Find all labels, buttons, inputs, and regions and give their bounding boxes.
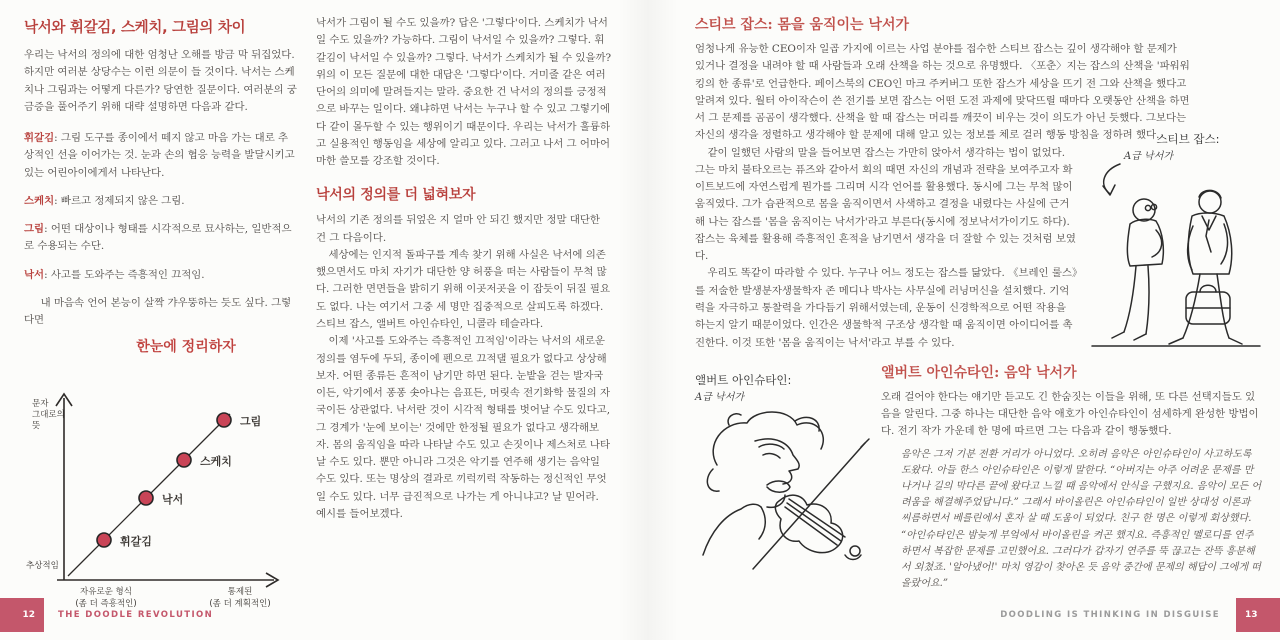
definition-sketch [24, 193, 298, 210]
body-paragraph: 같이 일했던 사람의 말을 들어보면 잡스는 가만히 앉아서 생각하는 법이 없었다. 그는 마치 불타오르는 퓨즈와 같아서 회의 때면 자신의 개념과 전략을 보여주고자 화이트보드에 자연스럽게 뭔가를 그리며 시각 언어를 활용했다. 동시에 그는 무척 많이 움직였다. 그가 습관적으로 몸을 움직이면서 사색하고 결정을 내렸다는 사실에 근거해 나는 잡스를 '몸을 움직이는 낙서가'라고 부른다(동시에 정보낙서가이기도 하다). 잡스는 육체를 활용해 즉흥적인 흔적을 남기면서 생각을 더 잘할 수 있는 것처럼 보였다. [695, 146, 1076, 263]
illustration-caption: 스티브 잡스: [1156, 131, 1220, 146]
jobs-glasses [1145, 205, 1150, 210]
running-head-left: THE DOODLE REVOLUTION [58, 610, 214, 620]
body-paragraph: 오래 걸어야 한다는 얘기만 듣고도 긴 한숨짓는 이들을 위해, 또 다른 선택지들도 있음을 알린다. 그중 하나는 대단한 음악 애호가 아인슈타인이 섬세하게 완성한 방법이다. 전기 작가 가운데 한 명에 따르면 그는 다음과 같이 행동했다. [881, 390, 1259, 438]
chart-point-label: 스케치 [200, 455, 232, 468]
page-number-badge: 13 [1236, 598, 1280, 632]
section-heading-jobs: 스티브 잡스: 몸을 움직이는 낙서가 [695, 17, 909, 33]
definition-term: 휘갈김 [24, 132, 55, 145]
einstein-mustache [767, 481, 790, 492]
chart-point-scribble [97, 533, 111, 547]
jobs-turtleneck [1127, 219, 1163, 266]
einstein-section [695, 362, 1262, 592]
quote-block: 음악은 그저 기분 전환 거리가 아니었다. 오히려 음악은 아인슈타인이 사고하도록 도왔다. 아들 한스 아인슈타인은 이렇게 말한다. “아버지는 아주 어려운 문제를 만나거나 길의 막다른 끝에 왔다고 느낄 때 음악에서 안식을 구했지요. 음악이 모든 어려움을 해결해주었답니다.” 그래서 바이올린은 아인슈타인이 일반 상대성 이론과 씨름하면서 베를린에서 혼자 살 때 도움이 되었다. 친구 한 명은 이렇게 회상했다. “아인슈타인은 밤늦게 부엌에서 바이올린을 켜곤 했지요. 즉흥적인 멜로디를 연주하면서 복잡한 문제를 고민했어요. 그러다가 갑자기 연주를 뚝 끊고는 잔뜩 흥분해서 외쳤죠. '알아냈어!' 마치 영감이 찾아온 듯 음악 중간에 문제의 해답이 그에게 떠올랐어요.” [901, 448, 1262, 590]
einstein-illustration [695, 362, 877, 592]
companion-feet [1169, 338, 1242, 344]
left-page-column-1 [24, 16, 298, 329]
page-number-badge: 12 [0, 598, 44, 632]
section-heading-einstein: 앨버트 아인슈타인: 음악 낙서가 [881, 364, 1077, 381]
body-paragraph: 엄청나게 유능한 CEO이자 일곱 가지에 이르는 사업 분야를 접수한 스티브 잡스는 깊이 생각해야 할 문제가 있거나 결정을 내려야 할 때 사람들과 오래 산책을 하는 것으로 유명했다. 〈포춘〉지는 잡스의 산책을 '파워워킹의 한 종류'로 언급한다. 페이스북의 CEO인 마크 주커버그 또한 잡스가 세상을 뜨기 전 그와 산책을 했다고 알려져 있다. 월터 아이작슨이 쓴 전기를 보면 잡스는 어떤 도전 과제에 맞닥뜨릴 때마다 오랫동안 산책을 하면서 그 문제를 곰곰이 생각했다. 산책을 할 때 잡스는 머리를 깨끗이 비우는 것이 의도가 아닌 듯했다. 그보다는 자신의 생각을 정렬하고 생각해야 할 문제에 대해 알고 있는 정보를 체로 걸러 행동 방침을 정하려 했다. [695, 43, 1190, 142]
chart-point-sketch [177, 453, 191, 467]
jobs-walking-illustration [1090, 131, 1262, 348]
y-axis-top-label: 그대로의 [32, 410, 65, 420]
einstein-collar [759, 507, 765, 539]
companion-legs [1183, 274, 1229, 338]
section-heading-widen-definition: 낙서의 정의를 더 넓혀보자 [316, 187, 476, 204]
chart-point-label: 휘갈김 [120, 535, 152, 548]
body-paragraph: 세상에는 인지적 돌파구를 계속 찾기 위해 사실은 낙서에 의존했으면서도 마치 자기가 대단한 양 허풍을 떠는 사람들이 무척 많다. 그러한 면면들을 밝히기 위해 이곳저곳을 이 잡듯이 뒤질 필요도 없다. 나는 여기서 그중 세 명만 집중적으로 살피도록 하겠다. 스티브 잡스, 앨버트 아인슈타인, 니콜라 테슬라다. [316, 248, 610, 330]
definition-desc: : 어떤 대상이나 형태를 시각적으로 묘사하는, 일반적으로 수용되는 수단. [24, 223, 292, 253]
einstein-jacket [703, 504, 761, 555]
einstein-text-column [877, 362, 1262, 592]
companion-jacket [1188, 213, 1231, 274]
definition-drawing [24, 221, 298, 256]
illustration-subcaption: A급 낙서가 [695, 391, 745, 403]
chart-title: 한눈에 정리하자 [136, 339, 236, 355]
definition-term: 스케치 [24, 194, 55, 207]
closing-line: 내 마음속 언어 본능이 살짝 갸우뚱하는 듯도 싶다. 그렇다면 [24, 296, 292, 327]
einstein-closed-eye [763, 453, 780, 457]
companion-arm-right [1221, 224, 1228, 264]
definition-doodle [24, 267, 298, 284]
x-axis-right-label: 통제된 [227, 587, 253, 597]
right-page [695, 14, 1262, 592]
einstein-violin-sketch [695, 403, 877, 571]
briefcase-handle [1200, 285, 1216, 292]
body-paragraph: 우리도 똑같이 따라할 수 있다. 누구나 어느 정도는 잡스를 닮았다. 《브레인 룰스》를 저술한 발생분자생물학자 존 메디나 박사는 사무실에 러닝머신을 설치했다. 기억력을 자극하고 통찰력을 가다듬기 위해서였는데, 운동이 신경학적으로 어떤 작용을 하는지 알기 때문이었다. 인간은 생물학적 구조상 생각할 때 움직이면 아이디어를 촉진한다. 이것 또한 '몸을 움직이는 낙서'라고 부를 수 있다. [695, 267, 1078, 349]
illustration-caption: 앨버트 아인슈타인: [695, 372, 792, 387]
chart-canvas [24, 358, 300, 610]
violin-bow-tip [861, 439, 869, 447]
chart-point-drawing [217, 413, 231, 427]
violin-scroll [850, 546, 860, 556]
jobs-feet [1112, 332, 1146, 340]
jobs-legs [1124, 266, 1149, 334]
chart-point-label: 그림 [240, 415, 262, 428]
body-paragraph: 낙서가 그림이 될 수도 있을까? 답은 '그렇다'이다. 스케치가 낙서일 수도 있을까? 가능하다. 그림이 낙서일 수 있을까? 그렇다. 휘갈김이 낙서일 수 있을까? 그렇다. 낙서가 스케치가 될 수 있을까? 위의 이 모든 질문에 대한 대답은 '그렇다'이다. 거미줄 같은 여러 단어의 의미에 말려들지는 말라. 중요한 건 낙서의 정의를 긍정적으로 바꾸는 일이다. 왜냐하면 낙서는 누구나 할 수 있고 그렇기에 다 같이 몰두할 수 있는 행위이기 때문이다. 우리는 낙서가 훌륭하고 실용적인 행동임을 세상에 알리고 있다. 그러고 나서 그 어마어마한 쓸모를 강조할 것이다. [316, 17, 612, 168]
jobs-head [1133, 199, 1155, 221]
einstein-eyebrow [759, 444, 784, 449]
definition-term: 그림 [24, 223, 45, 236]
y-axis-top-label: 문자 [32, 399, 49, 409]
illustration-subcaption: A급 낙서가 [1124, 150, 1174, 162]
definition-desc: : 빠르고 정제되지 않은 그림. [54, 194, 185, 207]
y-axis-top-label: 뜻 [32, 421, 41, 431]
body-paragraph: 이제 '사고를 도와주는 즉흥적인 끄적임'이라는 낙서의 새로운 정의를 염두에 두되, 종이에 펜으로 끄적댈 필요가 없다고 상상해보자. 어떤 종류든 흔적이 남기만 하면 된다. 눈밭을 걷는 발자국이든, 악기에서 퐁퐁 솟아나는 음표든, 머릿속 전기화학 물질의 자국이든 상관없다. 낙서란 것이 시각적 형태를 벗어날 수도 있다고, 그 경계가 '눈에 보이는' 것에만 한정될 필요가 없다고 생각해보자. 몸의 움직임을 따라 나타날 수도 있고 손짓이나 제스처로 나타날 수도 있다. 뿐만 아니라 그것은 악기를 연주해 생기는 음악일 수도 있다. 또는 명상의 결과로 끼럭끼럭 작동하는 정신적인 무엇일 수도 있다. 너무 급진적으로 나가는 게 아니냐고? 날 믿어라. 예시를 들어보겠다. [316, 335, 610, 520]
section-heading-difference: 낙서와 휘갈김, 스케치, 그림의 차이 [24, 20, 246, 36]
running-head-right: DOODLING IS THINKING IN DISGUISE [1000, 610, 1220, 620]
x-axis-right-sublabel: (좀 더 계획적인) [209, 599, 271, 609]
walking-figures-sketch [1090, 162, 1262, 348]
definition-term: 낙서 [24, 268, 45, 281]
chart-point-doodle [139, 491, 153, 505]
body-paragraph: 낙서의 기존 정의를 뒤엎은 지 얼마 안 되긴 했지만 정말 대단한 건 그 다음이다. [316, 214, 600, 244]
companion-head [1199, 191, 1221, 213]
page-gutter [618, 0, 678, 640]
left-page-column-2 [316, 15, 612, 523]
x-axis-left-label: 자유로운 형식 [80, 587, 132, 597]
intro-paragraph: 우리는 낙서의 정의에 대한 엄청난 오해를 방금 막 뒤집었다. 하지만 여러분 상당수는 이런 의문이 들 것이다. 낙서는 스케치나 그림과는 어떻게 다른가? 당연한 질문이다. 여러분의 궁금증을 풀어주기 위해 대략 설명하면 다음과 같다. [24, 49, 297, 113]
y-axis-bottom-label: 추상적임 [26, 561, 59, 571]
definition-scribble [24, 130, 298, 182]
summary-chart [24, 336, 300, 614]
einstein-hair-curls [707, 414, 819, 491]
x-axis-left-sublabel: (좀 더 즉흥적인) [75, 599, 137, 609]
jobs-arm [1152, 230, 1162, 257]
definition-desc: : 그림 도구를 종이에서 떼지 않고 마음 가는 대로 추상적인 선을 이어가는 것. 눈과 손의 협응 능력을 발달시키고 있는 어린아이에게서 나타난다. [24, 132, 295, 179]
definition-desc: : 사고를 도와주는 즉흥적인 끄적임. [44, 268, 205, 281]
chart-point-label: 낙서 [162, 493, 184, 506]
